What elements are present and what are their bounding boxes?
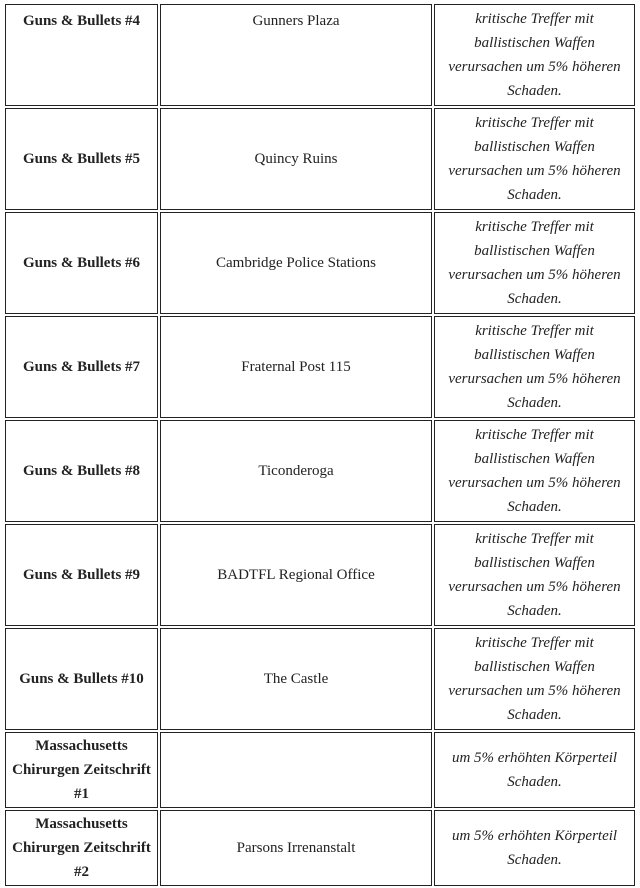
table-row [5,316,635,418]
magazine-name: Guns & Bullets #10 [5,628,158,730]
magazine-effect: kritische Treffer mit ballistischen Waffen verursachen um 5% höheren Schaden. [434,4,635,106]
magazine-effect: um 5% erhöhten Körperteil Schaden. [434,810,635,886]
table-row [5,212,635,314]
magazine-name: Guns & Bullets #5 [5,108,158,210]
magazine-location: BADTFL Regional Office [160,524,432,626]
magazine-location: Gunners Plaza [160,4,432,106]
magazine-effect: kritische Treffer mit ballistischen Waffen verursachen um 5% höheren Schaden. [434,628,635,730]
table-row [5,732,635,808]
magazine-name: Massachusetts Chirurgen Zeitschrift #2 [5,810,158,886]
magazine-table [3,2,637,888]
table-row [5,4,635,106]
magazine-location: Quincy Ruins [160,108,432,210]
magazine-name: Massachusetts Chirurgen Zeitschrift #1 [5,732,158,808]
magazine-name: Guns & Bullets #7 [5,316,158,418]
magazine-location: Cambridge Police Stations [160,212,432,314]
magazine-effect: kritische Treffer mit ballistischen Waffen verursachen um 5% höheren Schaden. [434,316,635,418]
magazine-location [160,732,432,808]
table-row [5,628,635,730]
magazine-effect: kritische Treffer mit ballistischen Waffen verursachen um 5% höheren Schaden. [434,212,635,314]
magazine-name: Guns & Bullets #4 [5,4,158,106]
magazine-location: Parsons Irrenanstalt [160,810,432,886]
table-row [5,108,635,210]
magazine-location: Ticonderoga [160,420,432,522]
magazine-effect: kritische Treffer mit ballistischen Waffen verursachen um 5% höheren Schaden. [434,108,635,210]
magazine-effect: kritische Treffer mit ballistischen Waffen verursachen um 5% höheren Schaden. [434,420,635,522]
magazine-location: The Castle [160,628,432,730]
table-row [5,810,635,886]
magazine-name: Guns & Bullets #9 [5,524,158,626]
magazine-name: Guns & Bullets #8 [5,420,158,522]
magazine-effect: kritische Treffer mit ballistischen Waffen verursachen um 5% höheren Schaden. [434,524,635,626]
table-row [5,420,635,522]
table-row [5,524,635,626]
magazine-location: Fraternal Post 115 [160,316,432,418]
magazine-name: Guns & Bullets #6 [5,212,158,314]
magazine-effect: um 5% erhöhten Körperteil Schaden. [434,732,635,808]
